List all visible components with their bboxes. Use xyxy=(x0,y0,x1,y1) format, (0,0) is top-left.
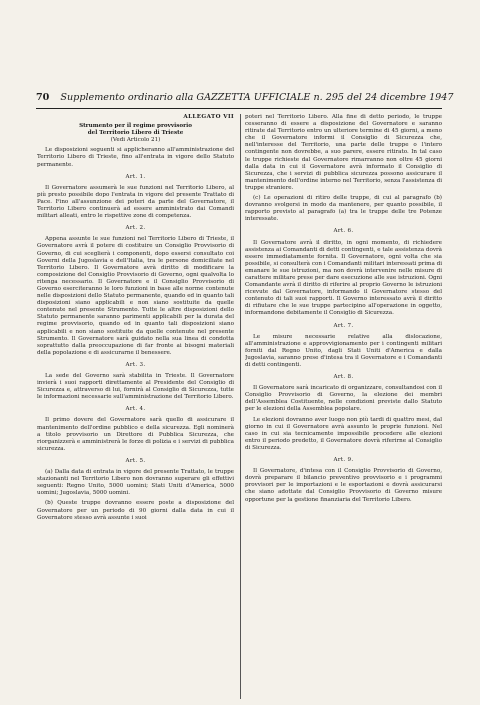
intro-paragraph: Le disposizioni seguenti si applicheranno all'amministrazione del Territorio Libero di Trieste, fino all'entrata in vigore dello Statuto permanente. xyxy=(37,147,234,168)
header-rule xyxy=(36,108,442,109)
article-5-continuation: poteri nel Territorio Libero. Alla fine di detto periodo, le truppe cesseranno di essere a disposizione del Governatore e saranno ritirate dal Territorio entro un ulteriore termine di 45 giorni, a meno che il Governatore informi il Consiglio di Sicurezza che, nell'interesse del Territorio, una parte delle truppe o l'intero contingente non dovrebbe, a suo parere, essere ritirato. In tal caso le truppe richieste dal Governatore rimarranno non oltre 45 giorni dalla data in cui il Governatore avrà informato il Consiglio di Sicurezza, che i servizi di pubblica sicurezza possono assicurare il mantenimento dell'ordine interno nel Territorio, senza l'assistenza di truppe straniere. xyxy=(245,114,442,191)
column-divider xyxy=(240,114,241,699)
article-7-heading: Art. 7. xyxy=(333,322,354,329)
article-9-text: Il Governatore, d'intesa con il Consiglio Provvisorio di Governo, dovrà preparare il bilancio preventivo provvisorio e i programmi provvisori per le importazioni e le esportazioni e dovrà assicurarsi che siano adottate dal Consiglio Provvisorio di Governo misure opportune per la gestione finanziaria del Territorio Libero. xyxy=(245,468,442,503)
article-9-heading: Art. 9. xyxy=(333,457,354,464)
article-8-heading: Art. 8. xyxy=(333,374,354,381)
left-column xyxy=(37,114,234,699)
document-title-line-1: Strumento per il regime provvisorio xyxy=(79,123,192,130)
article-5-paragraph-b: (b) Queste truppe dovranno essere poste a disposizione del Governatore per un periodo di 90 giorni dalla data in cui il Governatore stesso avrà assunte i suoi xyxy=(37,500,234,521)
article-5-paragraph-c: (c) Le operazioni di ritiro delle truppe, di cui al paragrafo (b) dovranno svolgersi in modo da mantenere, per quanto possibile, il rapporto previsto al paragrafo (a) tra le truppe delle tre Potenze interessate. xyxy=(245,195,442,223)
article-7-text: Le misure necessarie relative alla dislocazione, all'amministrazione e approvvigionamento per i contingenti militari forniti dal Regno Unito, dagli Stati Uniti d'America e dalla Jugoslavia, saranno prese d'intesa tra il Governatore e i Comandanti di detti contingenti. xyxy=(245,333,442,368)
article-6-text: Il Governatore avrà il diritto, in ogni momento, di richiedere assistenza ai Comandanti di detti contingenti, e tale assistenza dovrà essere immediatamente fornita. Il Governatore, ogni volta che sia possibile, si consulterà con i Comandanti militari interessati prima di emanare le sue istruzioni, ma non dovrà intervenire nelle misure di carattere militare prese per dare esecuzione alle sue istruzioni. Ogni Comandante avrà il diritto di riferire al proprio Governo le istruzioni ricevute dal Governatore, informando il Governatore stesso del contenuto di tali suoi rapporti. Il Governo interessato avrà il diritto di rifiutare che le sue truppe partecipino all'operazione in oggetto, informandone debitamente il Consiglio di Sicurezza. xyxy=(245,239,442,317)
page-header xyxy=(36,90,454,106)
article-3-heading: Art. 3. xyxy=(125,361,146,368)
article-1-heading: Art. 1. xyxy=(125,173,146,180)
article-3-text: La sede del Governo sarà stabilita in Trieste. Il Governatore invierà i suoi rapporti direttamente al Presidente del Consiglio di Sicurezza e, attraverso di lui, fornirà al Consiglio di Sicurezza, tutte le informazioni necessarie sull'amministrazione del Territorio Libero. xyxy=(37,373,234,401)
gazette-title: Supplemento ordinario alla GAZZETTA UFFICIALE n. 295 del 24 dicembre 1947 xyxy=(60,92,454,103)
article-1-text: Il Governatore assumerà le sue funzioni nel Territorio Libero, al più presto possibile dopo l'entrata in vigore del presente Trattato di Pace. Fino all'assunzione dei poteri da parte del Governatore, il Territorio Libero continuerà ad essere amministrato dai Comandi militari alleati, entro le rispettive zone di competenza. xyxy=(37,184,234,220)
document-subtitle: (Vedi Articolo 21) xyxy=(110,137,161,144)
right-column xyxy=(245,114,442,699)
article-6-heading: Art. 6. xyxy=(333,228,354,235)
document-title-line-2: del Territorio Libero di Trieste xyxy=(87,130,184,137)
article-8-text-2: Le elezioni dovranno aver luogo non più tardi di quattro mesi, dal giorno in cui il Governatore avrà assunto le proprie funzioni. Nel caso in cui sia tecnicamente impossibile procedere alle elezioni entro il periodo predetto, il Governatore dovrà riferirne al Consiglio di Sicurezza. xyxy=(245,416,442,451)
annex-label: ALLEGATO VII xyxy=(183,114,234,120)
article-8-text-1: Il Governatore sarà incaricato di organizzare, consultandosi con il Consiglio Provvisorio di Governo, la elezione dei membri dell'Assemblea Costituente, nelle condizioni previste dallo Statuto per le elezioni della Assemblea popolare. xyxy=(245,385,442,413)
article-2-text: Appena assunte le sue funzioni nel Territorio Libero di Trieste, il Governatore avrà il potere di costituire un Consiglio Provvisorio di Governo, di cui sceglierà i componenti, dopo essersi consultato coi Governi della Jugoslavia e dell'Italia, tra le persone domiciliate nel Territorio Libero. Il Governatore avrà diritto di modificare la composizione del Consiglio Provvisorio di Governo, ogni qualvolta lo ritenga necessario. Il Governatore e il Consiglio Provvisorio di Governo eserciteranno le loro funzioni in base alle norme contenute nelle disposizioni dello Statuto permanente, quando ed in quanto tali disposizioni siano applicabili e non siano sostituite da quelle contenute nel presente Strumento. Tutte le altre disposizioni dello Statuto permanente saranno parimenti applicabili per la durata del regime provvisorio, quando ed in quanto tali disposizioni siano applicabili e non siano sostituite da quelle contenute nel presente Strumento. Il Governatore sarà guidato nella sua linea di condotta soprattutto dalla preoccupazione di far fronte ai bisogni materiali della popolazione e di assicurarne il benessere. xyxy=(37,236,234,356)
page-number: 70 xyxy=(36,92,50,103)
article-5-heading: Art. 5. xyxy=(125,457,146,464)
article-5-paragraph-a: (a) Dalla data di entrata in vigore del presente Trattato, le truppe stazionanti nel Territorio Libero non dovranno superare gli effettivi seguenti: Regno Unito, 5000 uomini; Stati Uniti d'America, 5000 uomini; Jugoslavia, 5000 uomini. xyxy=(37,469,234,497)
article-4-text: Il primo dovere del Governatore sarà quello di assicurare il mantenimento dell'ordine pubblico e della sicurezza. Egli nominerà a titolo provvisorio un Direttore di Pubblica Sicurezza, che riorganizzerà e amministrerà le forze di polizia e i servizi di pubblica sicurezza. xyxy=(37,417,234,452)
article-2-heading: Art. 2. xyxy=(125,225,146,232)
article-4-heading: Art. 4. xyxy=(125,406,146,413)
